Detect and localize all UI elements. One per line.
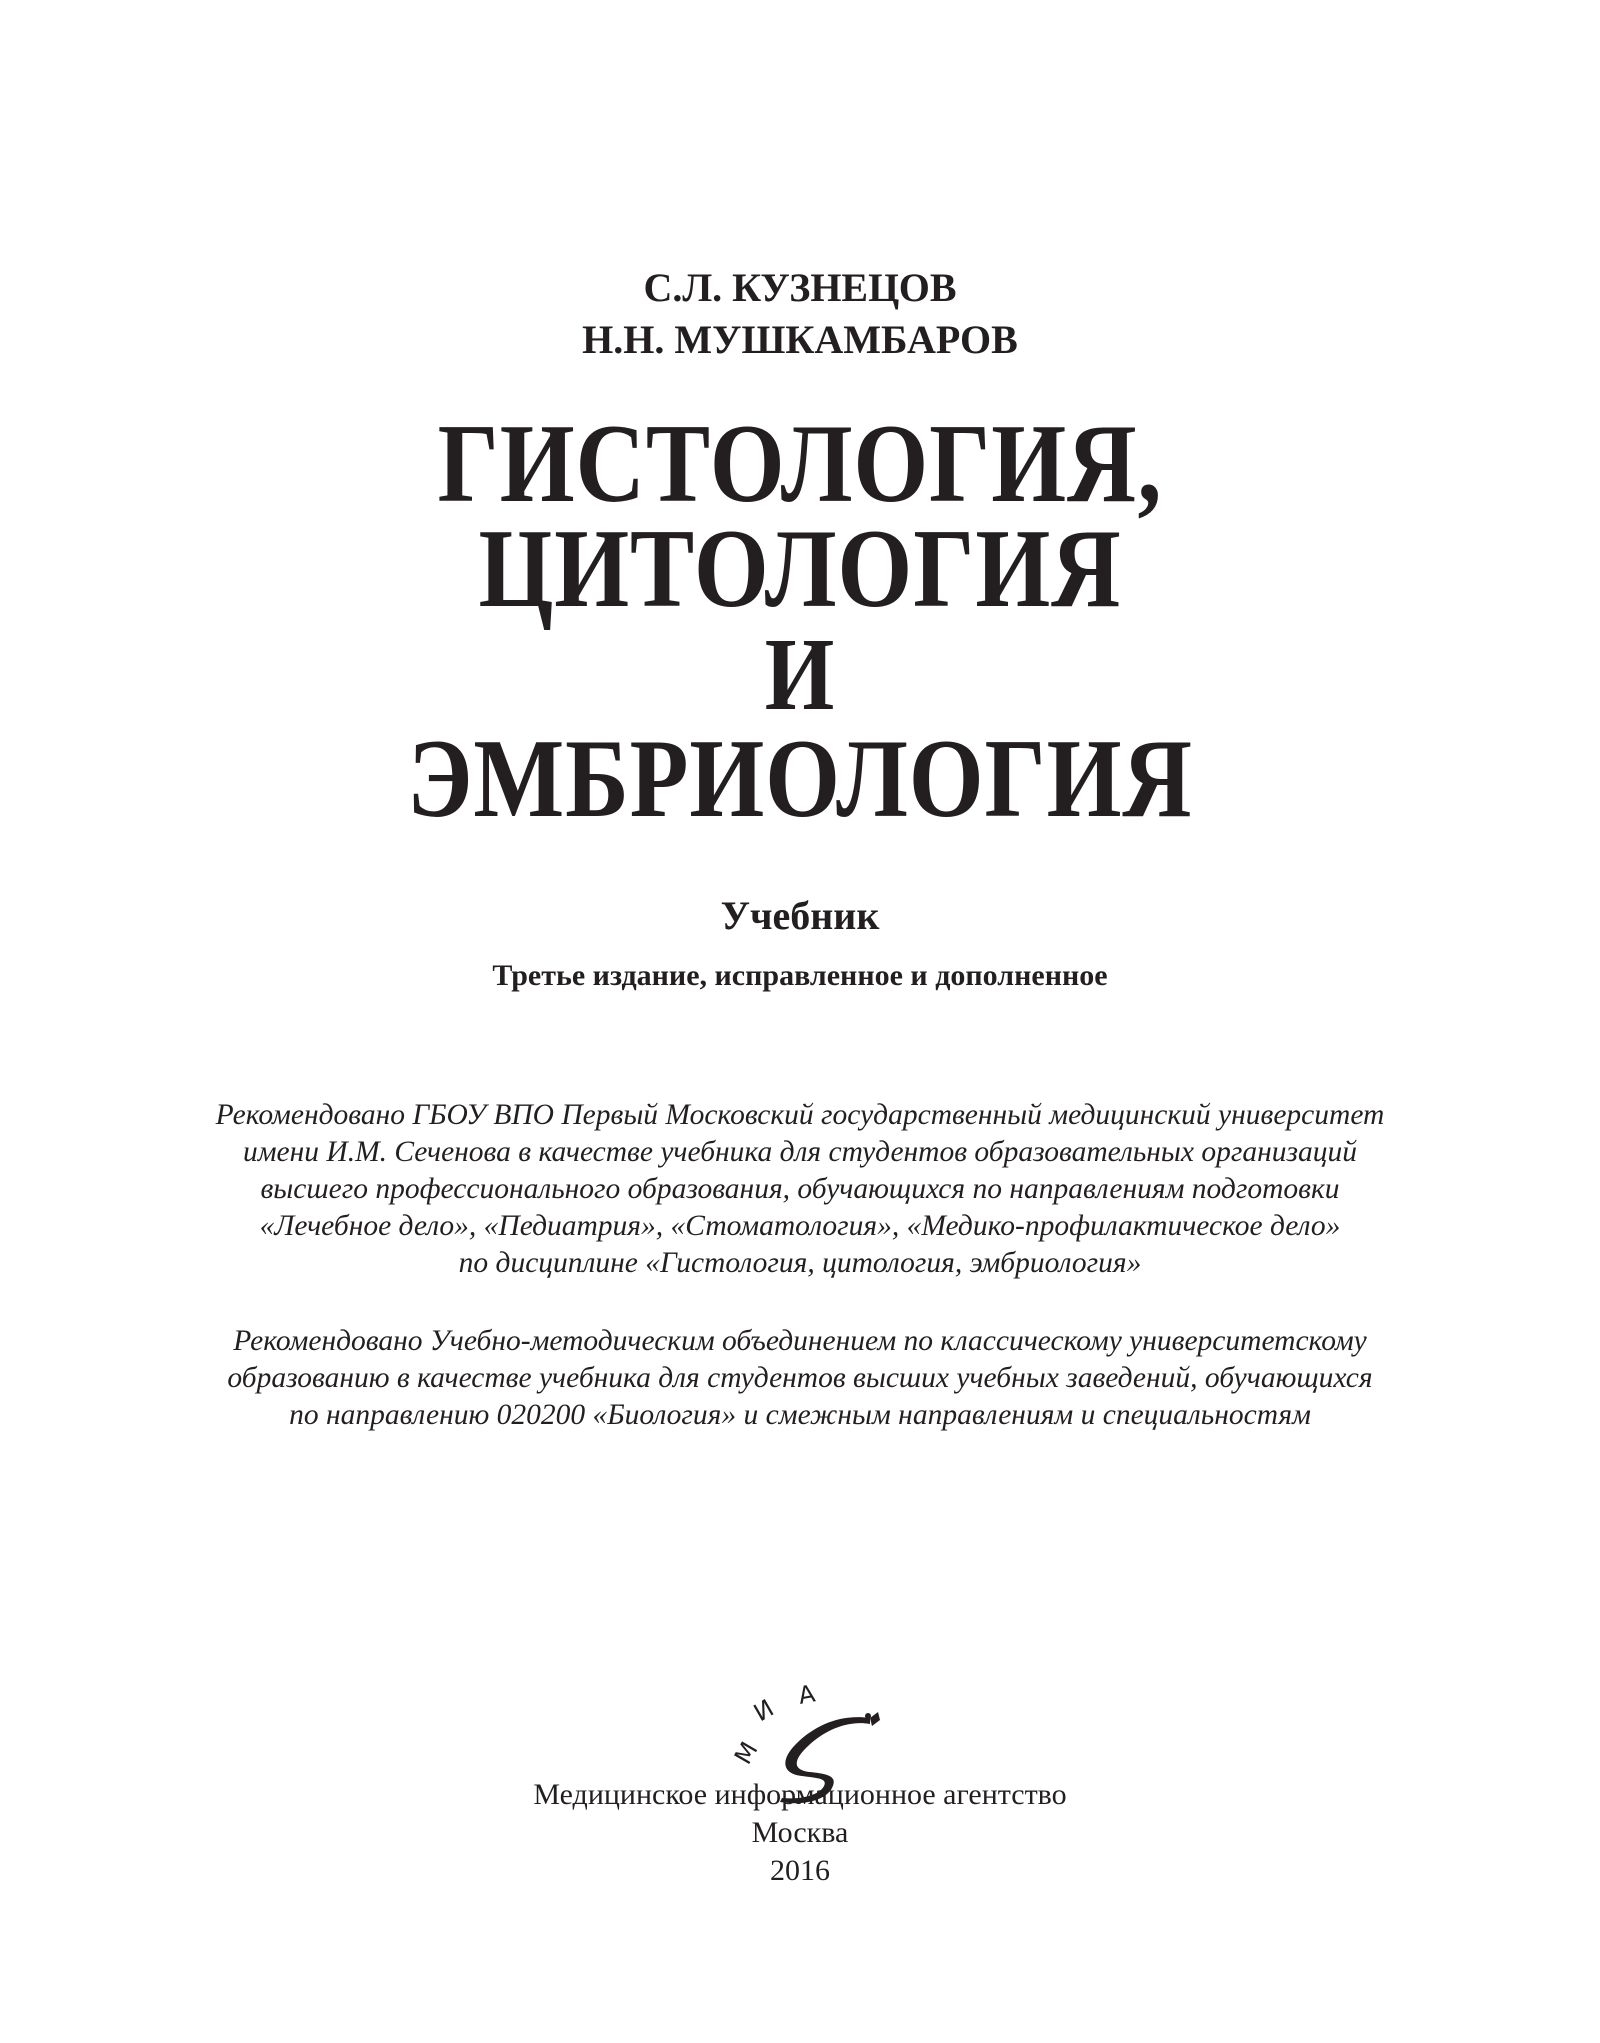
title-line: ГИСТОЛОГИЯ, <box>437 402 1163 526</box>
recommendation-line: высшего профессионального образования, обучающихся по направлениям подготовки <box>260 1173 1340 1205</box>
author-name: С.Л. КУЗНЕЦОВ <box>643 265 957 310</box>
authors-block <box>0 262 1600 366</box>
recommendation-paragraph <box>0 1323 1600 1434</box>
recommendation-line: Рекомендовано ГБОУ ВПО Первый Московский государственный медицинский университет <box>215 1099 1385 1131</box>
book-title <box>112 402 1488 841</box>
recommendation-line: «Лечебное дело», «Педиатрия», «Стоматология», «Медико-профилактическое дело» <box>259 1210 1341 1242</box>
title-line: ЦИТОЛОГИЯ <box>478 507 1122 631</box>
book-subtitle: Учебник <box>720 893 880 938</box>
title-line: И <box>764 617 836 732</box>
recommendation-line: образованию в качестве учебника для студентов высших учебных заведений, обучающихся <box>227 1362 1373 1394</box>
logo-letter: М <box>728 1737 764 1769</box>
edition-note: Третье издание, исправленное и дополненное <box>492 959 1108 992</box>
publication-year: 2016 <box>770 1854 830 1887</box>
logo-letter: А <box>796 1679 818 1710</box>
snake-head <box>870 1712 880 1726</box>
publisher-city: Москва <box>751 1816 849 1849</box>
publisher-name: Медицинское информационное агентство <box>533 1778 1067 1811</box>
snake-eye <box>865 1713 871 1719</box>
recommendation-line: Рекомендовано Учебно-методическим объединением по классическому университетскому <box>233 1325 1367 1357</box>
publisher-block <box>0 1776 1600 1890</box>
recommendation-line: имени И.М. Сеченова в качестве учебника для студентов образовательных организаций <box>242 1136 1358 1168</box>
author-name: Н.Н. МУШКАМБАРОВ <box>582 317 1018 362</box>
logo-letter: И <box>749 1693 779 1728</box>
recommendation-line: по дисциплине «Гистология, цитология, эмбриология» <box>458 1247 1142 1279</box>
recommendation-paragraph <box>0 1097 1600 1282</box>
title-line: ЭМБРИОЛОГИЯ <box>407 717 1193 841</box>
recommendation-line: по направлению 020200 «Биология» и смежным направлениям и специальностям <box>289 1399 1311 1431</box>
